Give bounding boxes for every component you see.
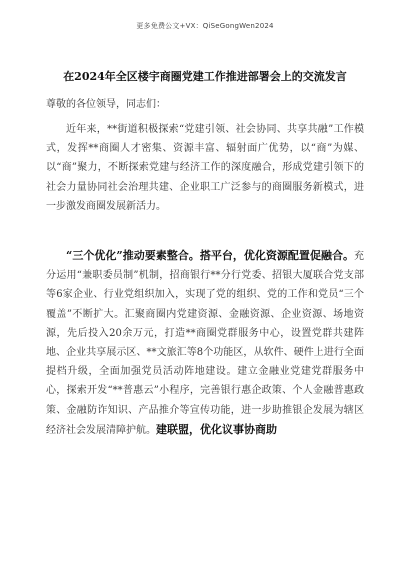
page-header-promo: 更多免费公文+VX：QiSeGongWen2024: [136, 22, 274, 30]
section-body: 充分运用“兼职委员制”机制，招商银行**分行党委、招银大厦联合党支部等6家企业、行业党组织加入，实现了党的组织、党的工作和党员“三个覆盖”不断扩大。汇聚商圈内党建资源、金融资源、企业资源、场地资源，先后投入20余万元，打造**商圈党群服务中心，设置党群共建阵地、企业共享展示区、**文旅汇等8个功能区，从软件、硬件上进行全面提档升级，全面加强党员活动阵地建设。建立金融业党建党群服务中心，探索开发“**普惠云”小程序，完善银行惠企政策、个人金融普惠政策、金融防诈知识、产品推介等宣传功能，进一步助推银企发展为辖区经济社会发展清障护航。: [46, 251, 364, 436]
paragraph-three-optimizations: [46, 246, 364, 440]
section-subheading: 建联盟，优化议事协商助: [156, 422, 277, 436]
document-title: 在2024年全区楼宇商圈党建工作推进部署会上的交流发言: [63, 70, 347, 83]
section-heading: “三个优化”推动要素整合。搭平台，优化资源配置促融合。: [66, 249, 354, 262]
paragraph-intro: 近年来，**街道积极探索“党建引领、社会协同、共享共融”工作模式，发挥**商圈人才密集、资源丰富、辐射面广优势，以“商”为媒、以“商”聚力，不断探索党建与经济工作的深度融合，形成党建引领下的社会力量协同社会治理共建、企业职工广泛参与的商圈服务新模式，进一步激发商圈发展新活力。: [46, 124, 364, 212]
salutation: 尊敬的各位领导，同志们：: [46, 99, 166, 110]
